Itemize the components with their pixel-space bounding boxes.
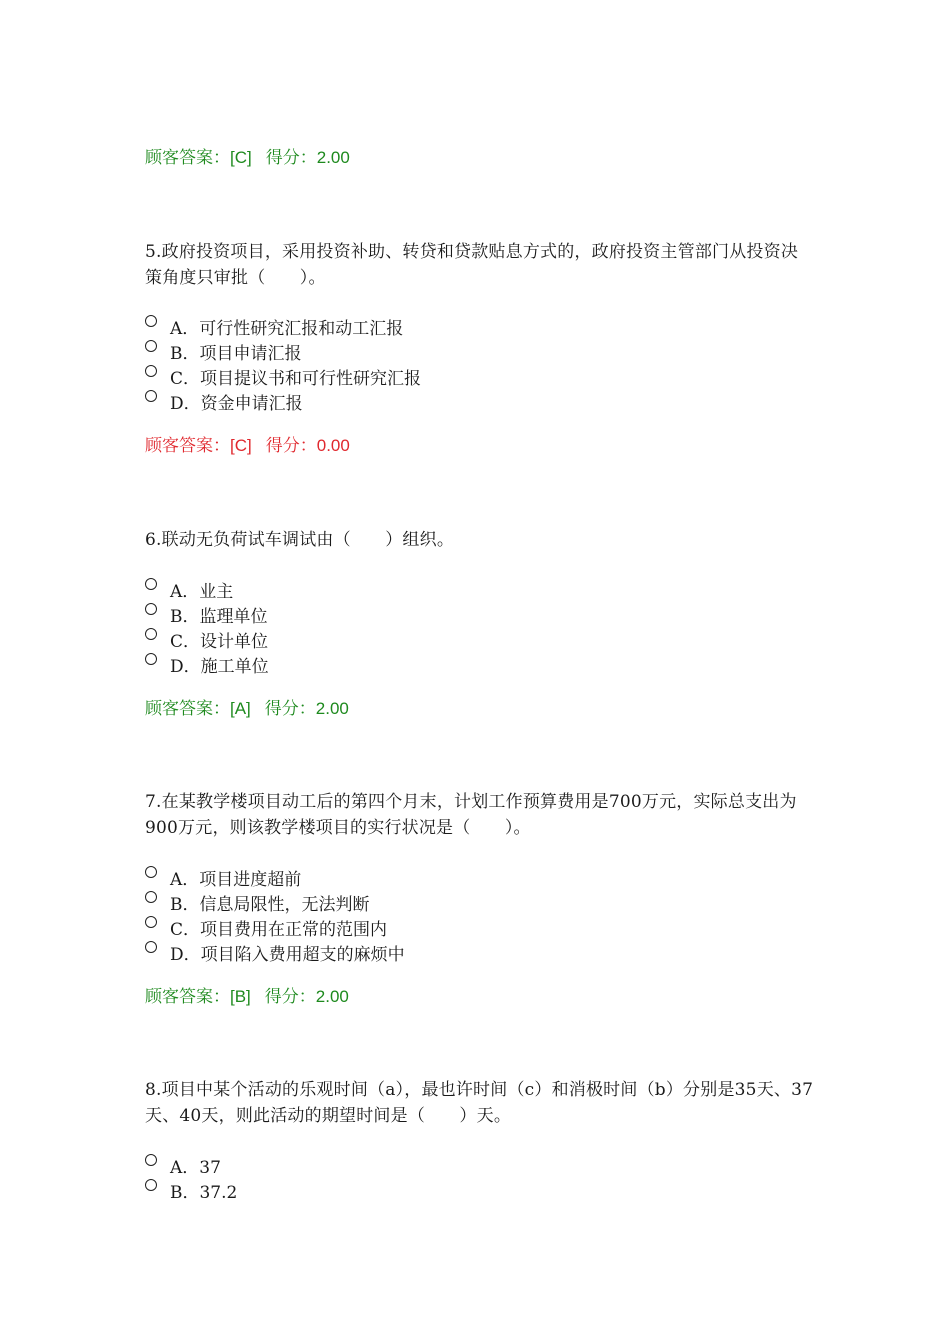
option-c[interactable] [145,365,815,390]
score-value: 2.00 [315,987,349,1006]
option-label: C．设计单位 [170,632,269,652]
option-label: C．项目费用在正常的范围内 [170,920,388,940]
question-6-text: 6.联动无负荷试车调试由（ ）组织。 [145,530,455,550]
answer-result-q5 [145,435,350,457]
radio-icon[interactable] [145,365,157,377]
option-a[interactable] [145,866,815,891]
answer-value: [B] [230,987,251,1006]
question-8-options [145,1154,815,1204]
answer-label: 顾客答案： [145,436,230,455]
option-label: B．信息局限性，无法判断 [170,895,370,915]
option-label: A．项目进度超前 [170,870,302,890]
answer-result-q7 [145,986,349,1008]
radio-icon[interactable] [145,315,157,327]
radio-icon[interactable] [145,916,157,928]
answer-result-q4 [145,147,350,169]
radio-icon[interactable] [145,390,157,402]
option-label: C．项目提议书和可行性研究汇报 [170,369,422,389]
radio-icon[interactable] [145,628,157,640]
option-d[interactable] [145,941,815,966]
radio-icon[interactable] [145,891,157,903]
option-d[interactable] [145,653,815,678]
question-5-options [145,315,815,415]
radio-icon[interactable] [145,941,157,953]
radio-icon[interactable] [145,1154,157,1166]
option-label: D．资金申请汇报 [170,394,303,414]
answer-value: [C] [230,436,252,455]
radio-icon[interactable] [145,578,157,590]
option-b[interactable] [145,603,815,628]
option-d[interactable] [145,390,815,415]
score-label: 得分： [265,436,317,455]
score-value: 2.00 [315,699,349,718]
score-label: 得分： [265,148,317,167]
score-value: 2.00 [316,148,350,167]
radio-icon[interactable] [145,1179,157,1191]
option-label: A．37 [170,1158,221,1178]
option-a[interactable] [145,315,815,340]
answer-label: 顾客答案： [145,699,230,718]
option-a[interactable] [145,1154,815,1179]
score-label: 得分： [264,987,316,1006]
radio-icon[interactable] [145,653,157,665]
answer-value: [C] [230,148,252,167]
option-label: A．业主 [170,582,234,602]
option-label: B．37.2 [170,1183,238,1203]
answer-label: 顾客答案： [145,987,230,1006]
option-label: B．监理单位 [170,607,268,627]
option-a[interactable] [145,578,815,603]
option-label: D．施工单位 [170,657,269,677]
score-label: 得分： [264,699,316,718]
question-5-text: 5.政府投资项目，采用投资补助、转贷和贷款贴息方式的，政府投资主管部门从投资决策角度只审批（ ）。 [145,242,799,288]
option-b[interactable] [145,340,815,365]
option-b[interactable] [145,891,815,916]
radio-icon[interactable] [145,340,157,352]
score-value: 0.00 [316,436,350,455]
question-7-text: 7.在某教学楼项目动工后的第四个月末，计划工作预算费用是700万元，实际总支出为900万元，则该教学楼项目的实行状况是（ ）。 [145,792,797,838]
option-c[interactable] [145,916,815,941]
option-label: B．项目申请汇报 [170,344,302,364]
question-6-options [145,578,815,678]
radio-icon[interactable] [145,603,157,615]
option-label: A．可行性研究汇报和动工汇报 [170,319,404,339]
option-label: D．项目陷入费用超支的麻烦中 [170,945,405,965]
radio-icon[interactable] [145,866,157,878]
option-c[interactable] [145,628,815,653]
answer-label: 顾客答案： [145,148,230,167]
option-b[interactable] [145,1179,815,1204]
question-8-text: 8.项目中某个活动的乐观时间（a），最也许时间（c）和消极时间（b）分别是35天、37天、40天，则此活动的期望时间是（ ）天。 [145,1080,814,1126]
answer-value: [A] [230,699,251,718]
question-7-options [145,866,815,966]
answer-result-q6 [145,698,349,720]
